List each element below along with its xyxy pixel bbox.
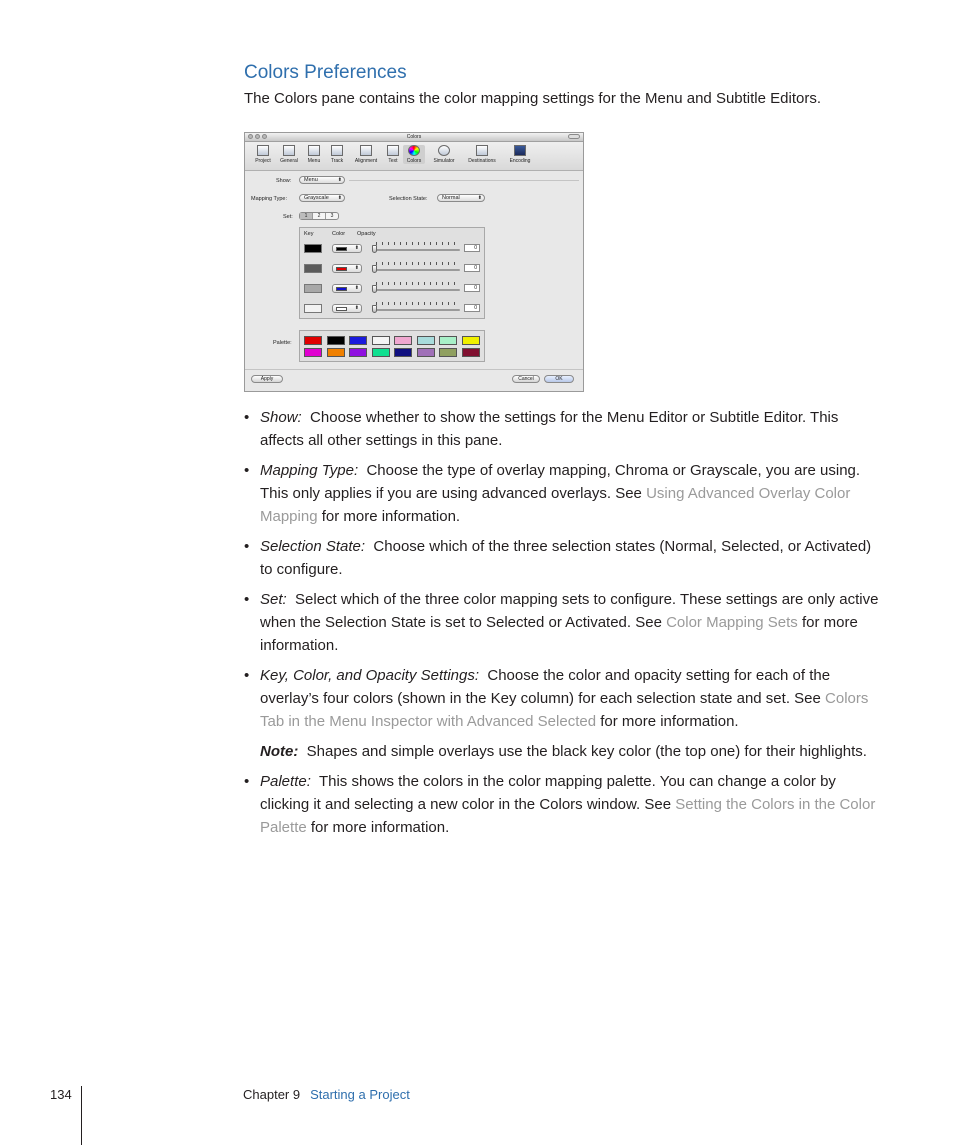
description: Select which of the three color mapping sets to configure. These settings are only active when the Selection State is set to Selected or Activated. See: [260, 591, 879, 631]
description-end: for more information.: [306, 819, 450, 836]
tab-label: General: [280, 158, 298, 164]
chapter-number: Chapter 9: [243, 1087, 301, 1102]
color-popup-2[interactable]: [332, 264, 362, 273]
palette-swatch[interactable]: [417, 336, 435, 345]
color-column-header: Color: [332, 231, 346, 237]
menu-icon: [308, 145, 320, 156]
color-wheel-icon: [408, 145, 420, 156]
palette-label: Palette:: [273, 340, 292, 346]
set-option-2[interactable]: 2: [313, 213, 326, 219]
color-swatch: [336, 307, 347, 311]
palette-swatch[interactable]: [394, 336, 412, 345]
tab-simulator[interactable]: [429, 145, 459, 164]
tab-project[interactable]: [253, 145, 273, 164]
set-label: Set:: [283, 214, 293, 220]
term: Palette:: [260, 773, 311, 790]
preferences-toolbar: [245, 142, 583, 171]
term: Key, Color, and Opacity Settings:: [260, 667, 480, 684]
divider: [245, 369, 583, 370]
track-icon: [331, 145, 343, 156]
palette-swatch[interactable]: [304, 336, 322, 345]
color-swatch: [336, 287, 347, 291]
key-swatch-3: [304, 284, 322, 293]
tab-label: Simulator: [433, 158, 455, 164]
key-color-opacity-group: [299, 227, 485, 319]
list-item: • Key, Color, and Opacity Settings: Choose the color and opacity setting for each of the overlay’s four colors (shown in the Key column) for each selection state and set. See Colors Tab in the Menu Inspector with Advanced Selected for more information.: [244, 667, 869, 730]
palette-swatch[interactable]: [327, 348, 345, 357]
tab-label: Menu: [307, 158, 321, 164]
popup-arrows-icon: ⬍: [354, 285, 359, 291]
opacity-field-1[interactable]: 0: [464, 244, 480, 252]
palette-group: [299, 330, 485, 362]
mapping-type-label: Mapping Type:: [251, 196, 287, 202]
tab-colors[interactable]: [403, 145, 425, 164]
tab-menu[interactable]: [305, 145, 323, 164]
palette-swatch[interactable]: [462, 348, 480, 357]
description: Choose the type of overlay mapping, Chroma or Grayscale, you are using. This only applies if you are using advanced overlays. See: [260, 462, 861, 502]
description: Choose which of the three selection states (Normal, Selected, or Activated) to configure.: [260, 538, 872, 578]
list-item: • Mapping Type: Choose the type of overlay mapping, Chroma or Grayscale, you are using. This only applies if you are using advanced overlays. See Using Advanced Overlay Color Mapping for more information.: [244, 462, 861, 525]
tab-label: Track: [330, 158, 344, 164]
description: This shows the colors in the color mapping palette. You can change a color by clicking it and selecting a new color in the Colors window. See: [260, 773, 836, 813]
toolbar-toggle-button[interactable]: [568, 134, 580, 139]
description: Choose whether to show the settings for the Menu Editor or Subtitle Editor. This affects all other settings in this pane.: [260, 409, 839, 449]
key-column-header: Key: [304, 231, 314, 237]
color-swatch: [336, 247, 347, 251]
description-end: for more information.: [260, 614, 858, 654]
description-end: for more information.: [317, 508, 461, 525]
tab-track[interactable]: [327, 145, 347, 164]
destinations-icon: [476, 145, 488, 156]
description: Choose the color and opacity setting for each of the overlay’s four colors (shown in the Key column) for each selection state and set. See: [260, 667, 831, 707]
opacity-field-2[interactable]: 0: [464, 264, 480, 272]
tab-destinations[interactable]: [463, 145, 501, 164]
palette-swatch[interactable]: [304, 348, 322, 357]
palette-swatch[interactable]: [462, 336, 480, 345]
popup-arrows-icon: ⬍: [354, 265, 359, 271]
color-popup-3[interactable]: [332, 284, 362, 293]
popup-arrows-icon: ⬍: [354, 245, 359, 251]
palette-swatch[interactable]: [349, 348, 367, 357]
set-option-1[interactable]: 1: [300, 213, 313, 219]
palette-swatch[interactable]: [439, 336, 457, 345]
text-icon: [387, 145, 399, 156]
set-segmented-control[interactable]: [299, 212, 339, 220]
chapter-footer: [243, 1087, 410, 1102]
alignment-icon: [360, 145, 372, 156]
chapter-title: Starting a Project: [310, 1087, 410, 1102]
slider-knob[interactable]: [372, 265, 377, 273]
window-title: Colors: [406, 134, 422, 140]
opacity-slider-1[interactable]: [372, 242, 460, 254]
cross-reference-link[interactable]: Colors Tab in the Menu Inspector with Advanced Selected: [260, 690, 869, 730]
opacity-column-header: Opacity: [357, 231, 376, 237]
tab-label: Colors: [406, 158, 422, 164]
cross-reference-link[interactable]: Color Mapping Sets: [666, 614, 798, 631]
palette-swatch[interactable]: [439, 348, 457, 357]
footer-rule: [81, 1086, 82, 1145]
opacity-slider-4[interactable]: [372, 302, 460, 314]
palette-swatch[interactable]: [417, 348, 435, 357]
page-number: 134: [50, 1087, 72, 1102]
note: [244, 740, 884, 763]
popup-arrows-icon: ⬍: [354, 305, 359, 311]
slider-knob[interactable]: [372, 305, 377, 313]
palette-swatch[interactable]: [349, 336, 367, 345]
selection-state-label: Selection State:: [389, 196, 428, 202]
tab-label: Encoding: [509, 158, 531, 164]
divider: [349, 180, 579, 181]
tab-label: Project: [255, 158, 271, 164]
cross-reference-link[interactable]: Using Advanced Overlay Color Mapping: [260, 485, 851, 525]
opacity-field-4[interactable]: 0: [464, 304, 480, 312]
tab-text[interactable]: [385, 145, 401, 164]
tab-label: Destinations: [468, 158, 496, 164]
palette-swatch[interactable]: [372, 336, 390, 345]
simulator-icon: [438, 145, 450, 156]
intro-paragraph: The Colors pane contains the color mapping settings for the Menu and Subtitle Editors.: [244, 90, 821, 107]
palette-swatch[interactable]: [327, 336, 345, 345]
list-item: • Show: Choose whether to show the settings for the Menu Editor or Subtitle Editor. This affects all other settings in this pane.: [244, 409, 839, 449]
tab-label: Text: [388, 158, 398, 164]
tab-alignment[interactable]: [349, 145, 383, 164]
term: Selection State:: [260, 538, 366, 555]
opacity-field-3[interactable]: 0: [464, 284, 480, 292]
key-swatch-1: [304, 244, 322, 253]
project-icon: [257, 145, 269, 156]
note-label: Note:: [260, 743, 299, 760]
tab-general[interactable]: [277, 145, 301, 164]
key-swatch-4: [304, 304, 322, 313]
show-label: Show:: [276, 178, 292, 184]
term: Set:: [260, 591, 287, 608]
set-option-3[interactable]: 3: [330, 213, 334, 219]
key-swatch-2: [304, 264, 322, 273]
section-heading: Colors Preferences: [244, 62, 407, 83]
encoding-icon: [514, 145, 526, 156]
tab-label: Alignment: [354, 158, 378, 164]
slider-knob[interactable]: [372, 245, 377, 253]
color-swatch: [336, 267, 347, 271]
colors-preferences-window: [244, 132, 584, 392]
list-item: • Set: Select which of the three color mapping sets to configure. These settings are only active when the Selection State is set to Selected or Activated. See Color Mapping Sets for more information.: [244, 591, 879, 654]
palette-swatch[interactable]: [372, 348, 390, 357]
term: Show:: [260, 409, 302, 426]
note-text: Shapes and simple overlays use the black key color (the top one) for their highlights.: [306, 743, 867, 760]
show-popup[interactable]: Menu ⬍: [299, 176, 345, 184]
mapping-type-popup[interactable]: Grayscale ⬍: [299, 194, 345, 202]
general-icon: [283, 145, 295, 156]
selection-state-popup[interactable]: Normal ⬍: [437, 194, 485, 202]
apply-button[interactable]: Apply: [251, 375, 283, 383]
opacity-slider-2[interactable]: [372, 262, 460, 274]
cross-reference-link[interactable]: Setting the Colors in the Color Palette: [260, 796, 876, 836]
tab-encoding[interactable]: [505, 145, 535, 164]
ok-button[interactable]: OK: [544, 375, 574, 383]
list-item: • Selection State: Choose which of the three selection states (Normal, Selected, or Activated) to configure.: [244, 538, 872, 578]
term: Mapping Type:: [260, 462, 359, 479]
cancel-button[interactable]: Cancel: [512, 375, 540, 383]
color-popup-1[interactable]: [332, 244, 362, 253]
settings-list: [244, 406, 884, 846]
slider-knob[interactable]: [372, 285, 377, 293]
opacity-slider-3[interactable]: [372, 282, 460, 294]
list-item: • Palette: This shows the colors in the color mapping palette. You can change a color by clicking it and selecting a new color in the Colors window. See Setting the Colors in the Color Palette for more information.: [244, 773, 876, 836]
title-bar: [245, 133, 583, 142]
description-end: for more information.: [596, 713, 739, 730]
palette-swatch[interactable]: [394, 348, 412, 357]
color-popup-4[interactable]: [332, 304, 362, 313]
